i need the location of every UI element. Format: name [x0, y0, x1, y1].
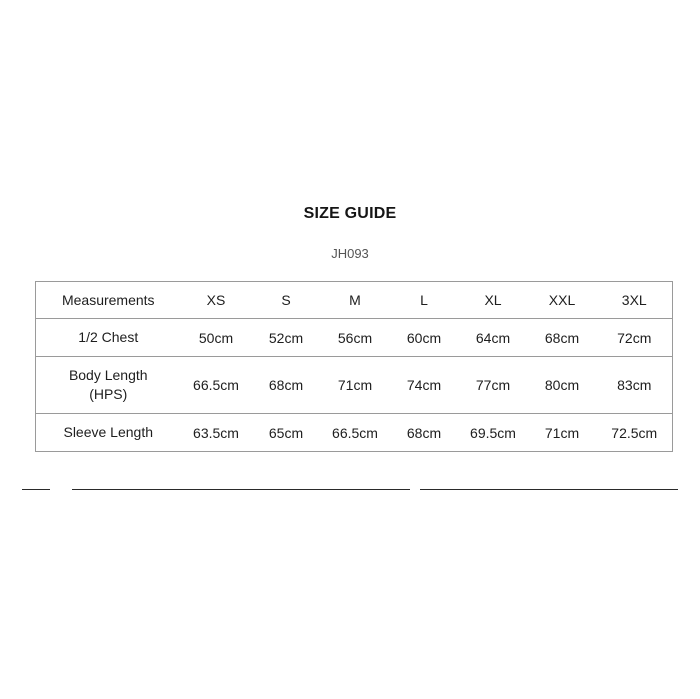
header-size-xxl: XXL	[528, 282, 597, 319]
table-cell: 68cm	[390, 414, 459, 452]
table-cell: 56cm	[321, 319, 390, 357]
table-cell: 71cm	[321, 357, 390, 414]
table-cell: 65cm	[252, 414, 321, 452]
table-cell: 71cm	[528, 414, 597, 452]
table-row-chest	[36, 319, 673, 357]
header-size-xl: XL	[459, 282, 528, 319]
product-code: JH093	[331, 246, 369, 261]
page-title: SIZE GUIDE	[303, 205, 397, 222]
divider-line	[22, 489, 50, 490]
divider-line	[72, 489, 410, 490]
table-cell: 64cm	[459, 319, 528, 357]
table-cell: 69.5cm	[459, 414, 528, 452]
table-cell: 72.5cm	[597, 414, 673, 452]
row-label-line: Body Length	[68, 367, 148, 383]
table-cell: 74cm	[390, 357, 459, 414]
row-label	[36, 357, 181, 414]
size-guide-table	[35, 281, 673, 452]
table-cell: 77cm	[459, 357, 528, 414]
table-cell: 60cm	[390, 319, 459, 357]
header-measurements: Measurements	[36, 282, 181, 319]
table-cell: 50cm	[181, 319, 252, 357]
header-size-3xl: 3XL	[597, 282, 673, 319]
table-cell: 52cm	[252, 319, 321, 357]
header-size-l: L	[390, 282, 459, 319]
header-size-xs: XS	[181, 282, 252, 319]
table-cell: 72cm	[597, 319, 673, 357]
table-cell: 80cm	[528, 357, 597, 414]
table-row-sleeve-length	[36, 414, 673, 452]
row-label: 1/2 Chest	[36, 319, 181, 357]
table-header-row	[36, 282, 673, 319]
row-label: Sleeve Length	[36, 414, 181, 452]
table-row-body-length	[36, 357, 673, 414]
header-size-m: M	[321, 282, 390, 319]
row-label-line: (HPS)	[89, 386, 128, 402]
table-cell: 66.5cm	[181, 357, 252, 414]
table-cell: 66.5cm	[321, 414, 390, 452]
table-cell: 68cm	[252, 357, 321, 414]
header-size-s: S	[252, 282, 321, 319]
table-cell: 68cm	[528, 319, 597, 357]
divider-line	[420, 489, 678, 490]
table-cell: 63.5cm	[181, 414, 252, 452]
table-cell: 83cm	[597, 357, 673, 414]
